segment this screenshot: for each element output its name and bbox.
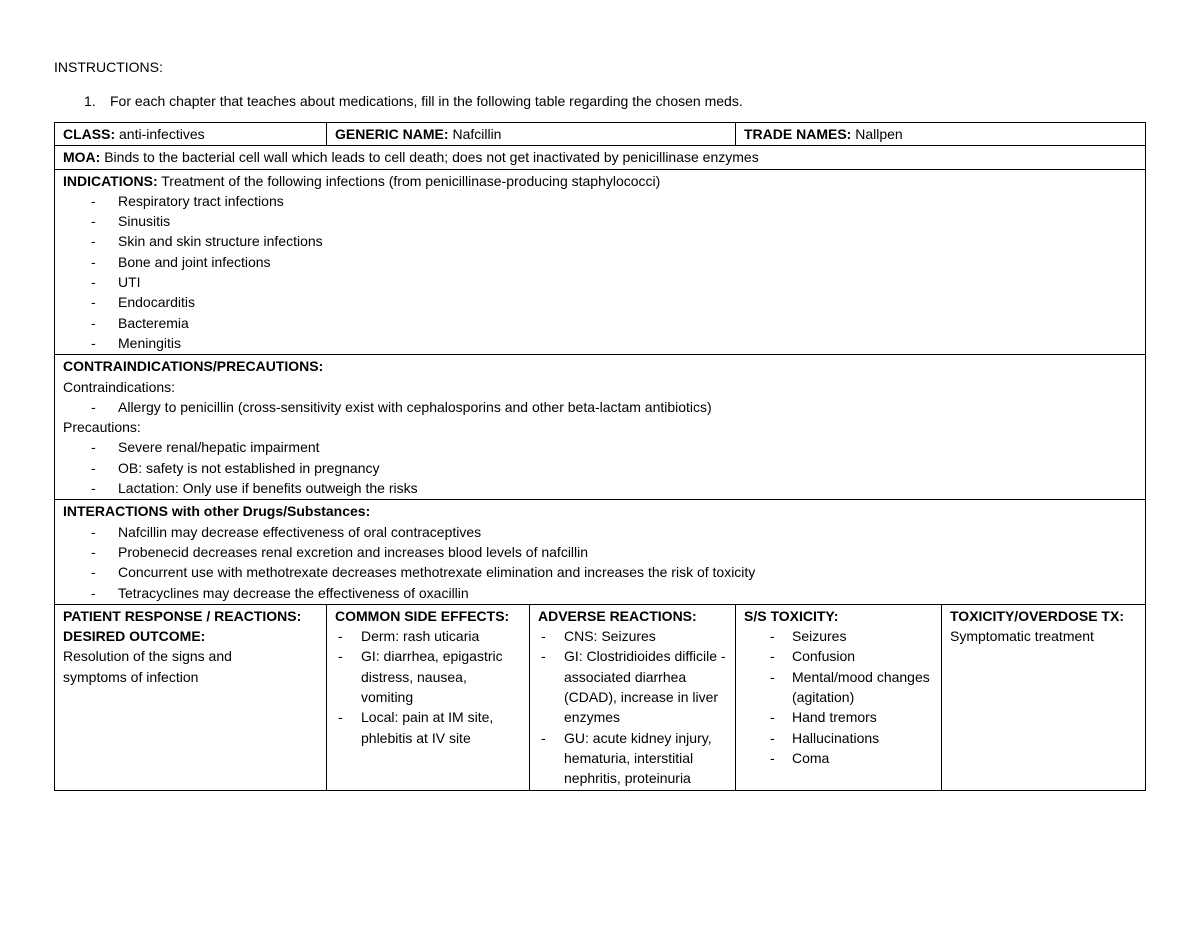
indications-row [55,169,1146,355]
adverse-reactions-cell [530,604,736,790]
instructions-heading: INSTRUCTIONS: [54,59,163,75]
list-item: - Tetracyclines may decrease the effectiveness of oxacillin [63,583,1138,603]
list-item: - Coma [744,748,934,768]
side-effects-cell [327,604,530,790]
indications-value: Treatment of the following infections (from penicillinase-producing staphylococci) [161,172,661,189]
indications-label: INDICATIONS: [63,172,158,189]
adverse-reactions-label: ADVERSE REACTIONS: [538,607,697,624]
list-item: - Bone and joint infections [63,252,1138,272]
list-item: - OB: safety is not established in pregnancy [63,458,1138,478]
list-item: - UTI [63,272,1138,292]
reactions-row [55,604,1146,790]
list-item: - Severe renal/hepatic impairment [63,437,1138,457]
list-item: - Confusion [744,646,934,666]
patient-response-label: PATIENT RESPONSE / REACTIONS: [63,607,302,624]
contraindications-row [55,355,1146,500]
toxicity-cell [736,604,942,790]
interactions-cell [55,500,1146,604]
contraindications-label: CONTRAINDICATIONS/PRECAUTIONS: [63,358,324,375]
trade-names-cell [736,123,1146,146]
contraindications-sublabel: Contraindications: [63,378,176,395]
class-row [55,123,1146,146]
side-effects-label: COMMON SIDE EFFECTS: [335,607,510,624]
side-effects-list [335,626,522,748]
instruction-number: 1. [84,93,96,109]
generic-name-value: Nafcillin [452,126,502,142]
interactions-list [63,522,1138,603]
toxicity-label: S/S TOXICITY: [744,607,839,624]
list-item: - Meningitis [63,333,1138,353]
list-item: - Skin and skin structure infections [63,231,1138,251]
indications-cell [55,169,1146,355]
list-item: - Respiratory tract infections [63,191,1138,211]
list-item: - Endocarditis [63,292,1138,312]
desired-outcome-value: Resolution of the signs and symptoms of infection [63,648,232,685]
class-label: CLASS: [63,126,116,142]
overdose-value: Symptomatic treatment [950,628,1094,645]
list-item: - GI: diarrhea, epigastric distress, nausea, vomiting [335,646,522,707]
moa-row [55,146,1146,169]
interactions-label: INTERACTIONS with other Drugs/Substances: [63,503,371,520]
moa-value: Binds to the bacterial cell wall which leads to cell death; does not get inactivated by penicillinase enzymes [104,149,759,166]
list-item: - Hallucinations [744,728,934,748]
list-item: - Allergy to penicillin (cross-sensitivity exist with cephalosporins and other beta-lactam antibiotics) [63,397,1138,417]
contraindications-list [63,397,1138,417]
class-value: anti-infectives [119,126,205,142]
class-cell [55,123,327,146]
moa-cell [55,146,1146,169]
list-item: - Local: pain at IM site, phlebitis at IV site [335,707,522,748]
list-item: - Mental/mood changes (agitation) [744,667,934,708]
indications-list [63,191,1138,353]
overdose-cell [942,604,1146,790]
desired-outcome-label: DESIRED OUTCOME: [63,628,206,645]
moa-label: MOA: [63,149,101,166]
toxicity-list [744,626,934,768]
generic-name-label: GENERIC NAME: [335,126,449,142]
generic-name-cell [327,123,736,146]
instruction-text: For each chapter that teaches about medications, fill in the following table regarding the chosen meds. [110,93,743,109]
contraindications-cell [55,355,1146,500]
list-item: - Bacteremia [63,313,1138,333]
precautions-list [63,437,1138,498]
list-item: - Sinusitis [63,211,1138,231]
precautions-sublabel: Precautions: [63,419,141,436]
list-item: - Probenecid decreases renal excretion and increases blood levels of nafcillin [63,542,1138,562]
list-item: - Concurrent use with methotrexate decreases methotrexate elimination and increases the risk of toxicity [63,562,1138,582]
medication-table [54,122,1146,791]
list-item: - Hand tremors [744,707,934,727]
trade-names-label: TRADE NAMES: [744,126,852,142]
list-item: - CNS: Seizures [538,626,728,646]
patient-response-cell [55,604,327,790]
adverse-reactions-list [538,626,728,788]
list-item: - Seizures [744,626,934,646]
trade-names-value: Nallpen [855,126,903,142]
list-item: - Derm: rash uticaria [335,626,522,646]
list-item: - GU: acute kidney injury, hematuria, interstitial nephritis, proteinuria [538,728,728,789]
list-item: - GI: Clostridioides difficile -associated diarrhea (CDAD), increase in liver enzymes [538,646,728,727]
list-item: - Nafcillin may decrease effectiveness of oral contraceptives [63,522,1138,542]
list-item: - Lactation: Only use if benefits outweigh the risks [63,478,1138,498]
overdose-label: TOXICITY/OVERDOSE TX: [950,607,1124,624]
interactions-row [55,500,1146,604]
